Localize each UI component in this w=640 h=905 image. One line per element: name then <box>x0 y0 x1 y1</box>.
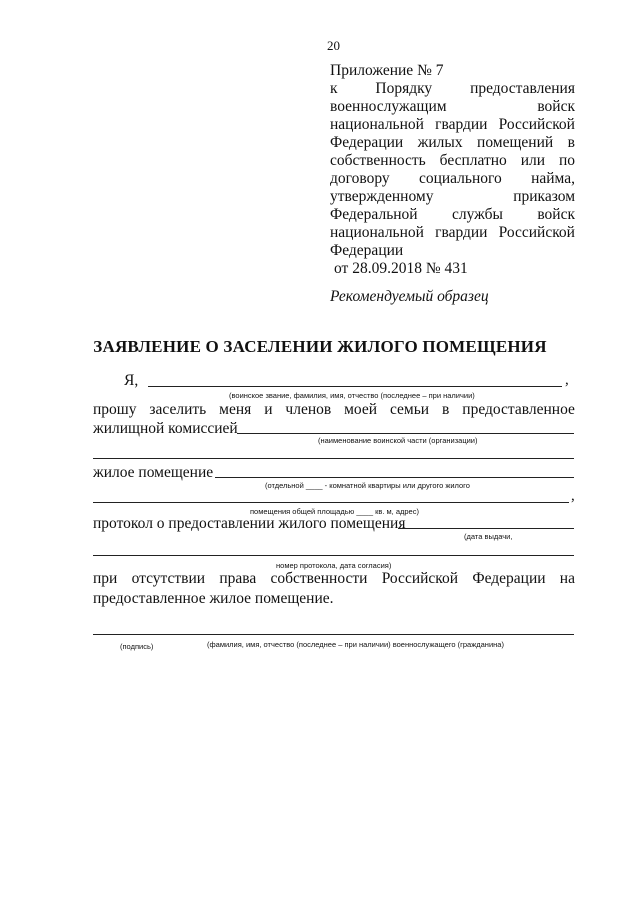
appendix-line-7 <box>330 170 575 188</box>
word: на <box>559 570 575 587</box>
word: Федеральной <box>330 206 418 223</box>
word: отсутствии <box>131 570 206 587</box>
word: Федерации <box>330 134 404 151</box>
word: к <box>330 80 338 97</box>
word: Российской <box>498 224 575 241</box>
protocol-label: протокол о предоставлении жилого помещения <box>93 515 406 532</box>
document-title: ЗАЯВЛЕНИЕ О ЗАСЕЛЕНИИ ЖИЛОГО ПОМЕЩЕНИЯ <box>93 337 547 356</box>
page-number: 20 <box>327 38 340 53</box>
area-address-field[interactable] <box>93 502 569 503</box>
word: национальной <box>330 116 424 133</box>
signature-caption: (подпись) <box>120 642 154 651</box>
word: по <box>558 152 575 169</box>
unit-field[interactable] <box>237 433 574 434</box>
unit-field-continued[interactable] <box>93 458 574 459</box>
word: войск <box>537 98 575 115</box>
word: приказом <box>513 188 575 205</box>
word: членов <box>285 401 332 418</box>
word: найма, <box>531 170 575 187</box>
word: национальной <box>330 224 424 241</box>
sample-label: Рекомендуемый образец <box>330 288 489 305</box>
apartment-caption: (отдельной ____ - комнатной квартиры или другого жилого <box>265 481 470 490</box>
appendix-title: Приложение № 7 <box>330 62 444 79</box>
word: в <box>442 401 450 418</box>
comma: , <box>565 372 569 388</box>
fio-caption: (фамилия, имя, отчество (последнее – при наличии) военнослужащего (гражданина) <box>207 640 504 649</box>
appendix-line-5 <box>330 134 575 152</box>
rank-name-caption: (воинское звание, фамилия, имя, отчество (последнее – при наличии) <box>229 391 475 400</box>
word: гвардии <box>435 224 488 241</box>
issue-date-caption: (дата выдачи, <box>464 532 513 541</box>
word: договору <box>330 170 390 187</box>
appendix-header <box>330 62 575 278</box>
word: и <box>264 401 273 418</box>
appendix-line-11: Федерации <box>330 242 404 259</box>
word: помещений <box>477 134 554 151</box>
unit-caption: (наименование воинской части (организации) <box>318 436 478 445</box>
apartment-field[interactable] <box>215 477 574 478</box>
word: утвержденному <box>330 188 434 205</box>
signature-field[interactable] <box>93 634 574 635</box>
word: социального <box>418 170 502 187</box>
commission-label: жилищной комиссией <box>93 420 238 437</box>
appendix-line-6 <box>330 152 575 170</box>
word: собственности <box>270 570 368 587</box>
word: моей <box>344 401 378 418</box>
appendix-line-4 <box>330 116 575 134</box>
word: войск <box>537 206 575 223</box>
word: семьи <box>389 401 430 418</box>
word: Российской <box>498 116 575 133</box>
appendix-line-3 <box>330 98 575 116</box>
word: заселить <box>149 401 207 418</box>
word: бесплатно <box>439 152 507 169</box>
comma-2: , <box>571 488 575 504</box>
appendix-line-9 <box>330 206 575 224</box>
word: Российской <box>381 570 459 587</box>
word: в <box>567 134 575 151</box>
word: Федерации <box>472 570 546 587</box>
word: военнослужащим <box>330 98 447 115</box>
ya-label: Я, <box>124 372 139 389</box>
appendix-line-1 <box>330 62 575 80</box>
appendix-line-8 <box>330 188 575 206</box>
word: или <box>520 152 546 169</box>
absence-line <box>93 570 575 588</box>
word: при <box>93 570 118 587</box>
rank-name-field[interactable] <box>148 386 562 387</box>
area-caption: помещения общей площадью ____ кв. м, адрес) <box>250 507 419 516</box>
issue-date-field[interactable] <box>398 528 574 529</box>
absence-line-2: предоставленное жилое помещение. <box>93 590 334 607</box>
word: предоставленное <box>462 401 575 418</box>
appendix-order-date: от 28.09.2018 № 431 <box>334 260 468 277</box>
word: собственность <box>330 152 426 169</box>
protocol-number-field[interactable] <box>93 555 574 556</box>
word: службы <box>451 206 503 223</box>
appendix-line-10 <box>330 224 575 242</box>
word: предоставления <box>470 80 575 97</box>
word: Порядку <box>375 80 433 97</box>
word: меня <box>219 401 252 418</box>
word: прошу <box>93 401 137 418</box>
word: жилых <box>417 134 463 151</box>
protocol-number-caption: номер протокола, дата согласия) <box>276 561 392 570</box>
housing-label: жилое помещение <box>93 464 214 481</box>
word: гвардии <box>435 116 488 133</box>
appendix-line-2 <box>330 80 575 98</box>
request-line <box>93 401 575 419</box>
word: права <box>219 570 257 587</box>
